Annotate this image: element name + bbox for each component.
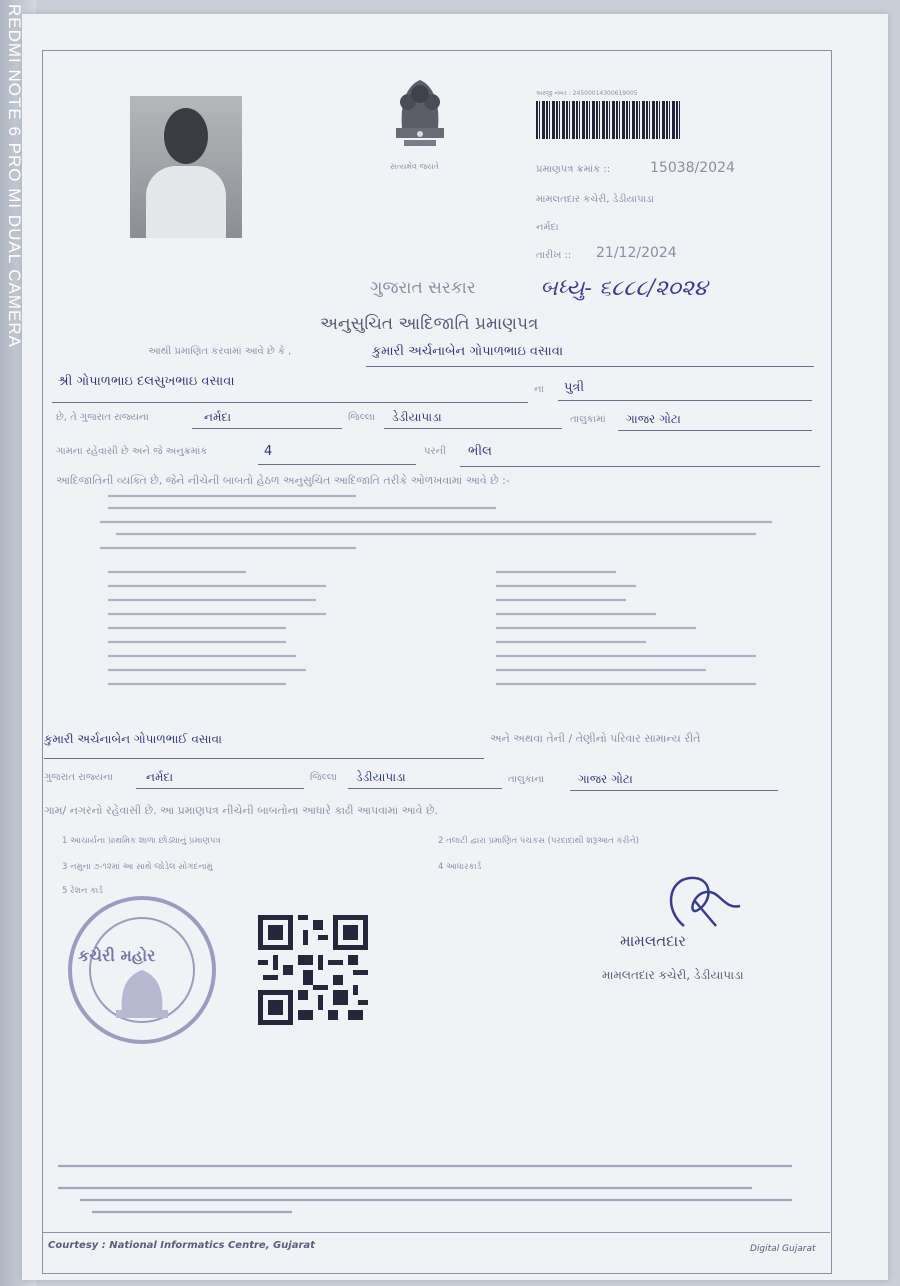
handwritten-number: બધ્યુ- ૬૮૮૮/૨૦૨૪ [540,276,708,301]
signature-office: મામલતદાર કચેરી, ડેડીયાપાડા [602,968,744,982]
relation: પુત્રી [564,380,585,395]
district-value: ડેડીયાપાડા [392,410,442,424]
seal-text: કચેરી મહોર [78,946,156,965]
govt-title: ગુજરાત સરકાર [370,278,476,298]
state-value-2: નર્મદા [146,770,174,784]
national-emblem-icon [386,74,454,170]
basis-item-4: 4 આધારકાર્ડ [438,862,482,872]
taluka-label: તાલુકામાં [570,414,606,425]
signature-title: મામલતદાર [620,932,686,950]
camera-watermark-line-2: MI DUAL CAMERA [5,188,24,348]
basis-item-5: 5 રેશન કાર્ડ [62,886,103,896]
issue-text: ગામ/ નગરનો રહેવાસી છે. આ પ્રમાણપત્ર નીચેની બાબતોના આધારે કાઢી આપવામાં આવે છે. [44,804,439,817]
family-text: અને અથવા તેની / તેણીનો પરિવાર સામાન્ય રીતે [490,732,701,745]
state-label: છે, તે ગુજરાત રાજ્યના [56,412,149,423]
basis-item-2: 2 તલાટી દ્વારા પ્રમાણિત પંચકસ (પરદાદાથી શરૂઆત કરીને) [438,836,639,846]
person-name-2: કુમારી અર્ચનાબેન ગોપાળભાઈ વસાવા [44,732,222,746]
taluka-value-2: ગાજર ગોટા [578,772,633,786]
district-label-2: જિલ્લા [310,772,337,783]
emblem-caption: સત્યમેવ જયતે [390,162,439,171]
barcode [536,101,682,139]
footer-divider [42,1232,830,1233]
certify-label: આથી પ્રમાણિત કરવામાં આવે છે કે , [148,346,292,357]
applicant-photo [130,96,242,238]
serial-value: 4 [264,444,273,459]
cert-no-label: પ્રમાણપત્ર ક્રમાંક :: [536,164,611,175]
state-value: નર્મદા [204,410,232,424]
taluka-value: ગાજર ગોટા [626,412,681,426]
cert-no: 15038/2024 [650,160,735,176]
issuing-office: મામલતદાર કચેરી, ડેડીયાપાડા [536,194,654,205]
barcode-label: અરજી નંબર : 24500014300619005 [536,90,638,97]
taluka-label-2: તાલુકાના [508,774,545,785]
footnote-text-block [52,1158,812,1228]
state-label-2: ગુજરાત રાજ્યના [44,772,113,783]
officer-signature [654,870,744,936]
footer-courtesy: Courtesy : National Informatics Centre, Gujarat [48,1240,315,1251]
tribe-value: ભીલ [468,444,492,459]
village-label: ગામના રહેવાસી છે અને જે અનુક્રમાંક [56,446,208,457]
camera-watermark [2,4,26,348]
qr-code [258,914,368,1026]
certificate-page [22,14,888,1280]
camera-watermark-line-1: REDMI NOTE 6 PRO [5,4,24,183]
issuing-district: નર્મદા [536,222,559,233]
person-name: કુમારી અર્ચનાબેન ગોપાળભાઇ વસાવા [372,344,564,359]
basis-item-1: 1 આચાર્યના પ્રાથમિક શાળા છોડ્યાનું પ્રમાણપત્ર [62,836,221,846]
certificate-title: અનુસુચિત આદિજાતિ પ્રમાણપત્ર [320,314,539,334]
date-label: તારીખ :: [536,250,572,261]
district-value-2: ડેડીયાપાડા [356,770,406,784]
recognition-text: આદિજાતિની વ્યક્તિ છે, જેને નીચેની બાબતો હેઠળ અનુસુચિત આદિજાતિ તરીકે ઓળખવામાં આવે છે :- [56,474,510,487]
basis-item-3: 3 નમુના ૭-૧૨માં આ સાથે જોડેલ સોગંદનામું [62,862,213,872]
footer-brand: Digital Gujarat [750,1244,816,1254]
district-label: જિલ્લા [348,412,375,423]
issue-date: 21/12/2024 [596,245,677,261]
legal-orders-text-block [56,490,816,714]
father-name: શ્રી ગોપાળભાઇ દલસુખભાઇ વસાવા [58,374,235,389]
office-seal [66,894,218,1046]
of-label: ના [534,384,544,395]
tribe-label: પરની [424,446,446,457]
